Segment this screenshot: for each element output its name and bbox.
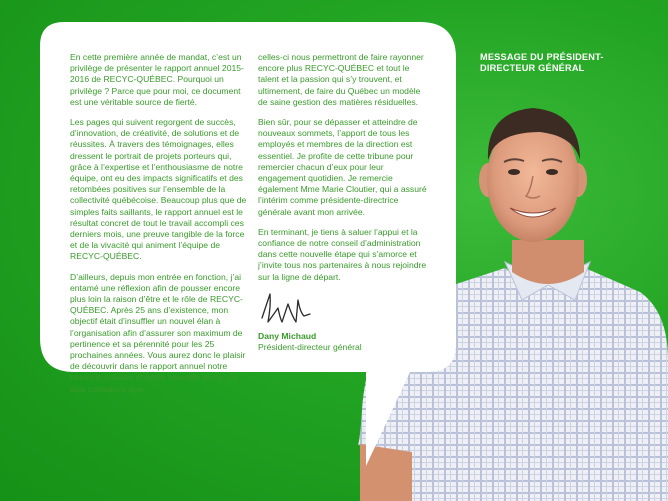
paragraph: D’ailleurs, depuis mon entrée en fonction, j’ai entamé une réflexion afin de pousser encore plus loin la raison d’être et le rôle de RECYC-QUÉBEC. Après 25 ans d’existence, mon objectif était d’insuffler un nouvel élan à l’organisation afin d’assurer son maximum de pertinence et sa pérennité pour les 25 prochaines années. Vous aurez donc le plaisir de découvrir dans le rapport annuel notre nouvelle mission et notre nouvelle vision. Je suis convaincu que [70, 271, 246, 394]
paragraph: celles-ci nous permettront de faire rayonner encore plus RECYC-QUÉBEC et tout le talent et la passion qui s’y trouvent, et ultimement, de faire du Québec un modèle de saine gestion des matières résiduelles. [258, 52, 424, 107]
section-title: MESSAGE DU PRÉSIDENT-DIRECTEUR GÉNÉRAL [480, 52, 604, 73]
letter-column-left [70, 52, 250, 404]
signature-icon [258, 292, 314, 328]
signature-role: Président-directeur général [258, 341, 362, 352]
paragraph: Bien sûr, pour se dépasser et atteindre de nouveaux sommets, l’apport de tous les employés et membres de la direction est essentiel. Je profite de cette tribune pour remercier chacun d’eux pour leur engagement quotidien. Je remercie également Mme Marie Cloutier, qui a assuré l’intérim comme présidente-directrice générale avant mon arrivée. [258, 117, 427, 217]
paragraph: En cette première année de mandat, c’est un privilège de présenter le rapport annuel 2015-2016 de RECYC-QUÉBEC. Pourquoi un privilège ? Parce que pour moi, ce document est une véritable source de fierté. [70, 52, 244, 107]
paragraph: En terminant, je tiens à saluer l’appui et la confiance de notre conseil d’administration dans cette nouvelle étape qui s’amorce et j’invite tous nos partenaires à nous rejoindre sur la ligne de départ. [258, 226, 427, 282]
paragraph: Les pages qui suivent regorgent de succès, d’innovation, de créativité, de solutions et de réussites. À travers des témoignages, elles dressent le portrait de projets porteurs qui, grâce à l’expertise et l’enthousiasme de notre équipe, ont eu des impacts significatifs et des retombées positives sur l’ensemble de la collectivité québécoise. Beaucoup plus que de simples faits saillants, le rapport annuel est le résultat concret de tout le travail accompli ces derniers mois, une preuve tangible de la force et de la vivacité qui animent l’équipe de RECYC-QUÉBEC. [70, 117, 247, 262]
letter-column-right [258, 52, 430, 353]
signature-block [258, 292, 430, 353]
signature-name: Dany Michaud [258, 330, 317, 341]
